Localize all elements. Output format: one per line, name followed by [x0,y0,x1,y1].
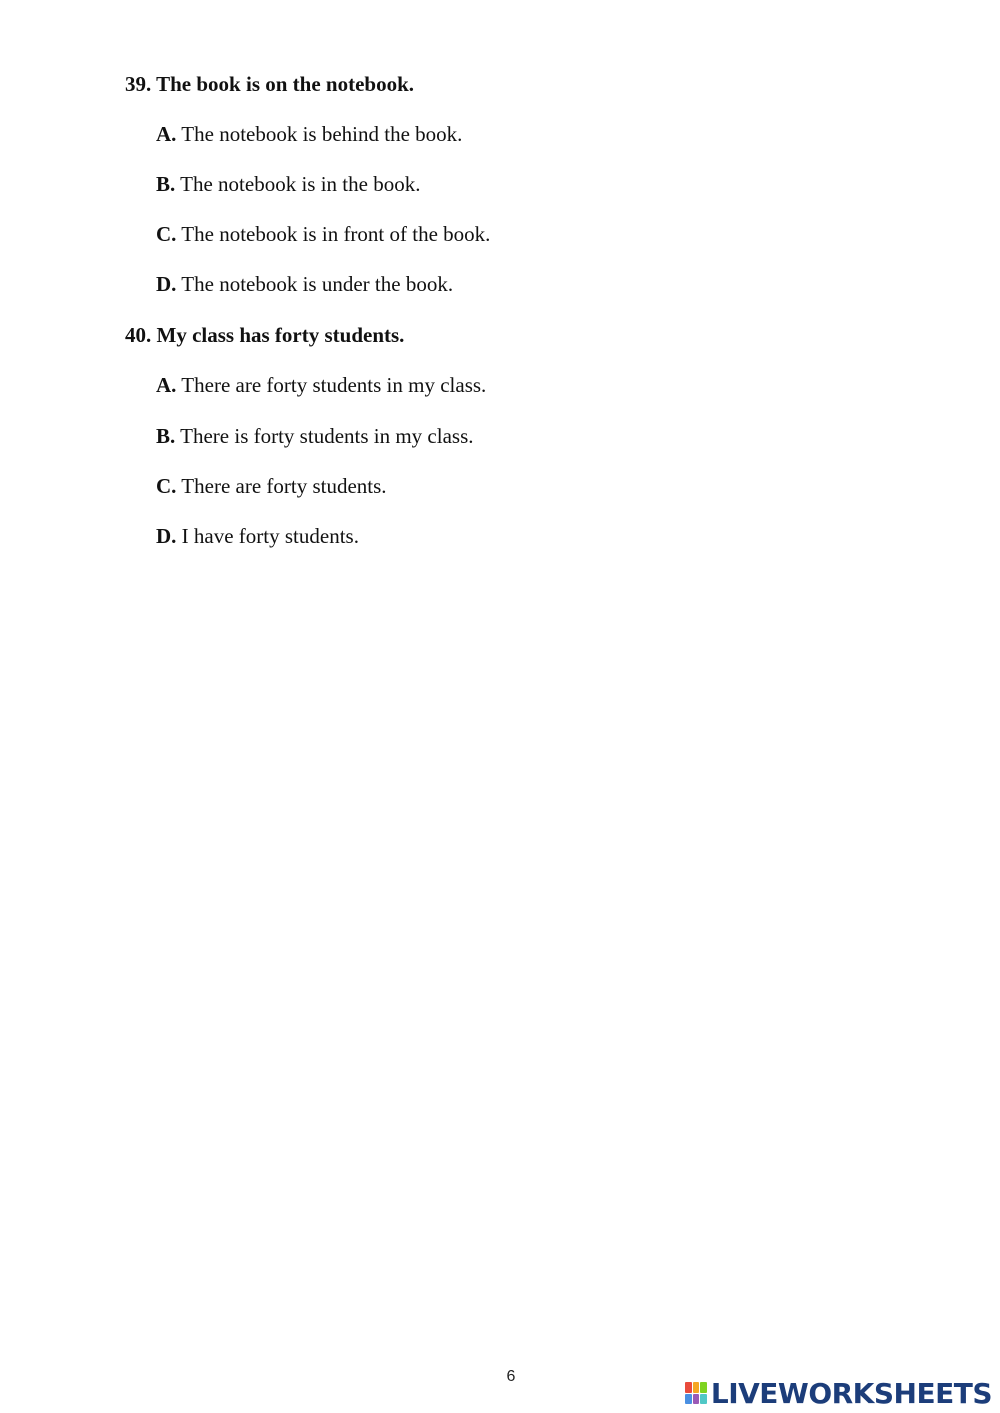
option-text: The notebook is in the book. [180,172,421,196]
mark-tile [693,1382,700,1393]
mark-tile [700,1394,707,1405]
option-d[interactable] [156,272,453,296]
option-a[interactable] [156,373,486,397]
option-b[interactable] [156,424,474,448]
option-text: The notebook is in front of the book. [181,222,491,246]
question-40 [125,323,925,548]
mark-tile [685,1394,692,1405]
question-39 [125,72,925,296]
option-letter: A. [156,373,177,397]
mark-tile [693,1394,700,1405]
option-letter: C. [156,474,177,498]
brand-name: LIVEWORKSHEETS [710,1376,992,1410]
option-text: The notebook is under the book. [181,272,454,296]
liveworksheets-mark-icon [685,1382,707,1404]
option-text: The notebook is behind the book. [181,122,463,146]
mark-tile [700,1382,707,1393]
option-text: There is forty students in my class. [180,424,474,448]
option-letter: B. [156,424,176,448]
question-stem: 40. My class has forty students. [125,323,405,347]
option-text: There are forty students in my class. [181,373,487,397]
liveworksheets-logo [685,1376,992,1410]
mark-tile [685,1382,692,1393]
option-c[interactable] [156,222,490,246]
question-stem: 39. The book is on the notebook. [125,72,415,96]
page-number: 6 [506,1368,516,1385]
option-letter: B. [156,172,176,196]
option-c[interactable] [156,474,387,498]
option-letter: D. [156,524,177,548]
option-text: There are forty students. [181,474,387,498]
option-a[interactable] [156,122,462,146]
option-b[interactable] [156,172,420,196]
option-letter: A. [156,122,177,146]
option-letter: D. [156,272,177,296]
option-letter: C. [156,222,177,246]
option-text: I have forty students. [181,524,359,548]
option-d[interactable] [156,524,359,548]
